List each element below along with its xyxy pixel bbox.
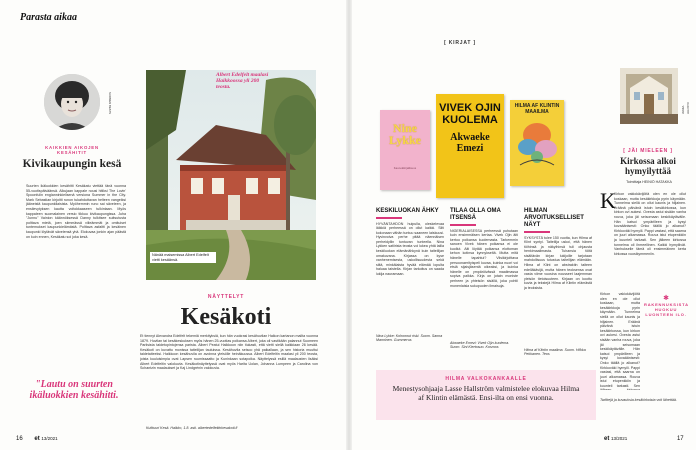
book-column-3-rule [524,231,550,233]
pull-quote [24,380,124,401]
church-photo [620,68,678,124]
portrait-body: Suurten ikäluokkien kesähitti Kesäkatu viettää tänä vuonna 55-vuotispäiväänsä. Alkujaan kappale nousi hitiksi The Lovin' Spoonfulin englanninkielisenä versiona Summer in the City. Mark Sebastian kirjoitti runon tukahduttavan helteen vangeiksi jääneistä kaupunkilaisista. Myöhemmin runo sai säveleen, ja ensilevytyksen kautta voitokkaaseen tulkintaan. Myös kappaleen suomalainen versio tikkuu kivikaupungissa. Juha "Junnu" Vainion käännöksessä Danny tulkitsee suitsutusta polttava mietä, joen siimmässä viileämmät ja omituiset tuntemukset kaupunkielämästä. Polttava asfaltti ja kesäinen kaupunki löytävät sävelensä yhä. Elokuvaa jonkin ajan päästä on kuin ennen, Kesäkatu soi joka kesä. [26,184,126,239]
book-cover-3 [510,100,564,186]
church-sidebar-icon: ✱ [663,294,669,302]
book-column-1-body: HYVÄNTAHDON huipulla, oleskelevaa läikkiä perheessä on ollut kaikki. Silti kokonaan vähän tuntuu saaneen laiskuusi. Hyvinvoiva perhe pitää näennäisen perheidyllin tuntuvan tunteella. Nina Lykken satiirista teosta voi lukea yhtä lailla keskiluokan elämänähkynä kuin taiteilijan omakuvana. Kirjassa on kyse vanhenemisesta, uskollisuudesta sekä siitä, minkälaista hyvää elämää lopulta haluaa taistella. Kirjan tarkoitus on saada lukija nauramaan. [376,221,444,277]
photo-overlay-text: Albert Edelfelt maalasi Haikkoossa yli 200 teosta. [216,72,269,91]
book-column-2 [450,208,518,350]
hilma-banner [376,370,596,420]
book-column-1 [376,208,444,343]
book-column-1-rule [376,217,402,219]
left-page-number: 16 [16,436,23,442]
portrait-illustration [44,74,100,130]
church-body: Kirkon vakiokävijöitä olen en ole ollut koskaan, mutta kesäkirkkoja pyrin käymään. Tunnelma siellä on ollut kaunis ja hiljainen. Eräänä päivänä istuin kesäkirkossa, kun kirkon ovi aukesi. Ovesta astui sisään vanha rouva, joka jäi seisomaan keskikäytävälle. Hän katsoi ympärilleen ja kysyi kovaäänisesti: Onko täällä jo alkanut? Kirkkoväki hymyili. Pappi vastasi, että saarna on juuri alkamassa. Rouva istui etupenkkiin ja kuunteli tarkasti. Sen jälkeen kirkossa tunnelma oli ihmeellinen. Kaikki hymyilivät. Vanhukselle tämä oli ensimmäinen kerta kirkossa vuosikymmeniin. [614,192,686,256]
book-column-3-credit: Hilma af Klintin maailma. Suom. Hilkka Pekkanen. Teos [524,347,586,356]
book-cover-2 [436,94,504,198]
book-3-title: HILMA AF KLINTIN MAAILMA [514,103,560,115]
feature-body: Et tiennyt Alexandra Edelfelt tekemiä merkityksiä, kun hän vuokrasi kesähuvilan Haikon kartanon mailta vuonna 1879. Huvilan tai kesäkeskuksen myös hänen 25-vuotias poikansa Albert, joka oli vastikään palannut Suomeen Pariisista taidetopintojensa parista. Albert Peatui Haikkoon niin tiukasti, että vietti siellä kaikkiaan 26 kesää. Kesäkoti on kuvattu monissa taiteilijan tauluissa. Kesähuvila seisoo yhä paikallaan, ja sen historia muuttui taidetaiteeksi. Haikkoon kesähuvila on avoinna yleisölle heinäkuussa. Albert Edelfeltin maalasi yli 200 teosta, joista kuuluisimpia ovat Lapsen ruumissaatto ja Kuninkaan sotapoika. Näyttelyssä esillä maalausten lisäksi Albert Edelfeltin valokuvia. Kesäkotinäyttelyssä ovat myös Harita Uolan, Johanna Lumpeen ja Carolina von Schantzin maalaukset ja Kaj Lindgrénin valokuvia. [140,334,318,371]
book-2-author: Akwaeke Emezi [450,132,490,154]
portrait-headline: Kivikaupungin kesä [22,158,122,170]
portrait-credit: SUOMEN BEATS [108,92,112,115]
church-headline: Kirkossa alkoi hymyilyttää [620,156,676,176]
book-3-artwork [510,117,564,171]
church-kicker: [ JÄI MIELEEN ] [623,148,673,154]
photo-caption: Nänää maisemissa Albert Edelfelt vietti kesäänsä. [150,252,216,263]
book-column-3 [524,208,592,357]
books-label: [ KIRJAT ] [444,40,476,46]
right-issue: 13/2021 [611,436,628,441]
church-body-continued-text: Kirkon vakiokävijöitä olen en ole ollut koskaan, mutta kesäkirkkoja pyrin käymään. Tunnelma siellä on ollut kaunis ja hiljainen. Eräänä päivänä istuin kesäkirkossa, kun kirkon ovi aukesi. Ovesta astui sisään vanha rouva, joka jäi seisomaan keskikäytävälle. Hän katsoi ympärilleen ja kysyi kovaäänisesti: Onko täällä jo alkanut? Kirkkoväki hymyili. Pappi vastasi, että saarna on juuri alkamassa. Rouva istui etupenkkiin ja kuunteli tarkasti. Sen [600,292,640,388]
church-sidebar [644,294,688,317]
book-column-3-body: SYKSYSTÄ tulee 150 vuotta, kun Hilma af Klint syntyi. Taiteilija uskoi, että hänen töihinsä ja näkyihinsä tuli ohjausta henkimaailmasta. Tuhansia töitä sisältävän kirjan lukijoille tarjotaan mahdollisuus tutustua taiteilijan elämään. Hilma af Klint on abstraktin taiteen edelläkävijä, mutta hänen teoksensa ovat vasta viime vuosina nousseet laajemman yleisön tietoisuuteen. Kirjaan on koottu kuvia ja tekstejä Hilma af Klintin elämästä ja teoksista. [524,235,592,291]
section-title: Parasta aikaa [20,12,77,23]
book-column-1-heading: KESKILUOKAN ÄHKY [376,208,439,214]
book-column-3-heading: HILMAN ARVOITUKSELLISET NÄYT [524,208,584,228]
feature-kicker: NÄYTTELYT [207,294,245,300]
portrait-kicker: KAIKKIEN AIKOJEN KESÄHITIT [45,145,99,155]
church-signoff: Twiittejä ja kuvauksia kesäkirkoista voit lähettää. [600,398,677,402]
church-dropcap: K [600,188,616,213]
summer-house-illustration [146,70,316,280]
right-footer [604,436,684,442]
book-2-title: VIVEK OJIN KUOLEMA [439,102,501,126]
church-byline: Toimittaja HEINIÖ HATAKKA [626,180,672,184]
book-column-2-body: NIGERIALAISESSA perheessä puhutaan kuin ensimmäisen kertaa. Vivek Ojin äiti kertoo poikansa kuolemasta. Tarkemmin sanoen Vivek hänen poikansa ei ole kuollut. Aiti löytää poikansa elottoman kehon kotinsa kynnykseltä. Mutta mitä hänelle tapahtui? Viisikirjoittava persoonaerityispeli kuvaa, kuinka nuori voi etsiä sijaisjäsentä oikeaksi, ja kuinka hänelle on ympäröivässä maailmassa sopiva paikka. Kirja on jotain moniste perheen ja yhteisön sisällä, joka pohtii monenlaisia sukupuolen ilmaisuja. [450,228,518,288]
book-1-title: Nine Lykke [388,121,421,147]
hilma-banner-kicker: HILMA VALKOKANKAALLE [445,376,527,382]
church-photo-credit: JUKKA JALOSTO [682,102,690,114]
pull-quote-mark: " [35,379,41,390]
pull-quote-text: Lautu on suurten ikäluokkien kesähitti. [29,379,119,401]
summer-house-photo [146,70,316,280]
left-magazine-name: et [34,436,40,442]
church-body-continued [600,292,640,390]
left-page [0,0,346,450]
book-column-2-rule [450,224,476,226]
book-column-2-heading: TILAA OLLA OMA ITSENSÄ [450,208,501,221]
left-issue: 13/2021 [41,436,58,441]
portrait-photo [44,74,100,130]
left-footer [16,436,58,442]
right-page-number: 17 [676,436,684,442]
hilma-banner-text: Menestysohjaaja Lasse Hallström valmistelee elokuvaa Hilma af Klintin elämästä. Ensi-ilta on ensi vuonna. [392,384,580,402]
book-1-subtitle: Kaunokkirjallisuus [393,166,417,170]
feature-headline: Kesäkoti [180,304,272,330]
book-column-2-credit: Akwaeke Emezi: Vivek Ojin kuolema. Suom. Sini Kiertosuo. Kosmos [450,340,510,349]
feature-credit: Kulttuuri Kesä. Haikko, 1.8. asti. albertedelfeltinkesakoti.fi [146,426,238,430]
book-column-1-credit: Nina Lykke: Kohonnut riski. Suom. Sanna Manninen. Gummerus [376,333,443,342]
church-illustration [620,68,678,124]
right-magazine-name: et [604,436,610,442]
church-sidebar-text: RAKENNUKSISTA HUOKUU LUONTEEN ILO. [644,302,689,317]
book-cover-1 [380,110,430,190]
right-page [352,0,696,450]
